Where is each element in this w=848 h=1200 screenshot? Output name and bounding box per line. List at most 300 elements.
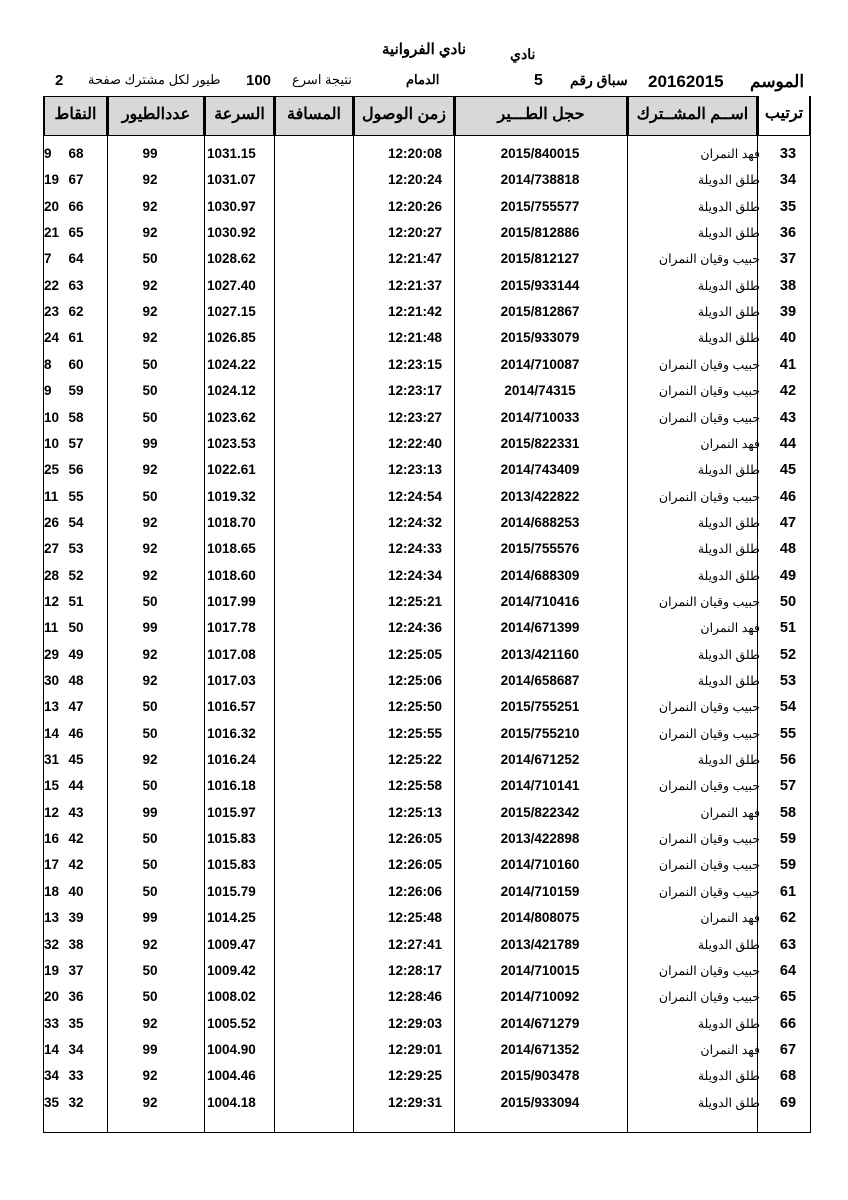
cell-rank: 43 [779,409,797,426]
season-value: 20162015 [648,72,724,91]
cell-distance: 10 [44,409,60,425]
cell-distance: 23 [44,304,60,320]
cell-points: 44 [68,778,84,794]
cell-distance: 11 [44,488,59,504]
cell-distance: 20 [44,989,60,1005]
cell-distance: 18 [44,883,60,899]
cell-speed: 1016.24 [207,752,256,768]
cell-name: حبيب وقيان النمران [658,726,760,741]
cell-points: 36 [68,989,84,1005]
table-row [44,721,810,747]
cell-name: فهد النمران [700,621,760,636]
cell-points: 55 [68,488,84,504]
cell-distance: 31 [44,752,60,768]
cell-rank: 33 [779,146,797,162]
cell-time: 12:25:50 [387,699,443,715]
cell-speed: 1015.97 [207,804,256,820]
cell-ring: 2014/710015 [500,962,580,978]
cell-ring: 2015/933144 [500,277,580,293]
cell-distance: 20 [44,198,60,214]
col-header-rank: ترتيب [758,96,810,136]
cell-points: 58 [68,409,84,425]
cell-points: 34 [68,1041,84,1057]
cell-distance: 13 [44,910,60,926]
table-row [44,457,810,483]
cell-speed: 1024.12 [207,383,256,399]
cell-ring: 2014/74315 [504,383,576,399]
table-row [44,325,810,351]
cell-distance: 8 [44,356,52,372]
cell-birds: 50 [142,883,158,899]
table-row [44,826,810,852]
cell-name: طلق الدويلة [697,226,760,241]
cell-time: 12:25:55 [387,725,443,741]
cell-birds: 50 [142,409,158,425]
cell-distance: 21 [44,225,60,241]
cell-speed: 1014.25 [207,910,256,926]
cell-name: فهد النمران [700,436,760,451]
cell-time: 12:25:05 [387,646,443,662]
race-city: الدمام [406,72,440,87]
cell-rank: 61 [779,883,797,900]
cell-points: 37 [68,962,84,978]
cell-ring: 2014/688309 [500,567,580,583]
table-row [44,642,810,668]
cell-ring: 2014/710416 [500,593,580,609]
cell-rank: 59 [779,831,797,848]
cell-name: طلق الدويلة [697,542,760,557]
cell-rank: 66 [779,1015,797,1032]
cell-ring: 2015/755210 [500,725,580,741]
cell-points: 50 [68,620,84,636]
cell-points: 67 [68,172,84,188]
table-row [44,194,810,220]
cell-speed: 1015.79 [207,883,256,899]
cell-name: فهد النمران [700,805,760,820]
cell-rank: 56 [779,752,797,769]
cell-distance: 16 [44,831,60,847]
cell-distance: 9 [44,146,52,161]
cell-time: 12:29:31 [387,1094,443,1110]
cell-birds: 92 [142,304,158,320]
cell-time: 12:20:08 [387,146,443,161]
cell-birds: 99 [142,435,158,451]
cell-birds: 92 [142,752,158,768]
cell-speed: 1027.40 [207,277,256,293]
cell-rank: 68 [779,1068,797,1085]
cell-speed: 1008.02 [207,989,256,1005]
cell-rank: 47 [779,514,797,531]
cell-ring: 2015/822342 [500,804,580,820]
cell-speed: 1031.15 [207,146,256,161]
cell-birds: 92 [142,225,158,241]
cell-birds: 92 [142,936,158,952]
cell-time: 12:28:17 [387,962,443,978]
cell-birds: 99 [142,804,158,820]
cell-ring: 2014/710087 [500,356,580,372]
table-row [44,615,810,641]
cell-time: 12:23:27 [387,409,443,425]
cell-name: طلق الدويلة [697,199,760,214]
table-row [44,484,810,510]
season-label: الموسم [750,72,805,91]
cell-ring: 2014/710092 [500,989,580,1005]
cell-time: 12:25:21 [387,593,443,609]
table-row [44,1063,810,1089]
cell-ring: 2015/933094 [500,1094,580,1110]
cell-name: حبيب وقيان النمران [658,858,760,873]
birds-label: طيور لكل مشترك صفحة [88,72,221,87]
cell-rank: 65 [779,989,797,1006]
cell-birds: 92 [142,646,158,662]
table-row [44,220,810,246]
race-label: سباق رقم [570,72,628,88]
cell-distance: 12 [44,804,60,820]
cell-speed: 1031.07 [207,172,256,188]
cell-time: 12:28:46 [387,989,443,1005]
table-row [44,378,810,404]
cell-speed: 1015.83 [207,857,256,873]
cell-birds: 50 [142,488,158,504]
cell-rank: 38 [779,277,797,294]
cell-birds: 92 [142,1068,158,1084]
cell-speed: 1017.03 [207,673,256,688]
cell-distance: 35 [44,1094,60,1110]
cell-distance: 24 [44,330,60,346]
cell-points: 38 [68,936,84,952]
cell-rank: 54 [779,699,797,716]
cell-speed: 1027.15 [207,304,256,320]
results-table [43,96,811,1133]
cell-ring: 2014/710160 [500,857,580,873]
table-row [44,431,810,457]
cell-time: 12:24:34 [387,567,443,583]
table-row [44,563,810,589]
cell-distance: 25 [44,462,60,478]
cell-distance: 11 [44,620,59,636]
cell-time: 12:20:27 [387,225,443,241]
cell-birds: 92 [142,330,158,346]
cell-ring: 2015/755576 [500,541,580,557]
cell-ring: 2014/738818 [500,172,580,188]
cell-rank: 41 [779,356,797,373]
cell-name: طلق الدويلة [697,173,760,188]
cell-time: 12:29:01 [387,1041,443,1057]
cell-points: 61 [68,330,84,346]
race-number: 5 [534,72,543,89]
cell-rank: 46 [779,488,797,505]
cell-distance: 9 [44,383,52,399]
cell-name: طلق الدويلة [697,1095,760,1110]
cell-time: 12:21:37 [387,277,443,293]
cell-rank: 63 [779,936,797,953]
table-header [44,96,810,136]
cell-distance: 29 [44,646,60,662]
cell-points: 40 [68,883,84,899]
cell-ring: 2015/933079 [500,330,580,346]
cell-speed: 1022.61 [207,462,256,478]
table-row [44,932,810,958]
cell-rank: 42 [779,383,797,400]
cell-name: حبيب وقيان النمران [658,489,760,504]
cell-ring: 2014/671252 [500,752,580,768]
cell-speed: 1023.62 [207,409,256,425]
cell-rank: 55 [779,725,797,742]
cell-ring: 2014/710141 [500,778,580,794]
cell-speed: 1017.99 [207,593,256,609]
cell-speed: 1004.18 [207,1094,256,1110]
col-header-name: اســم المشــترك [628,96,757,136]
cell-points: 54 [68,514,84,530]
cell-distance: 19 [44,172,60,188]
cell-rank: 49 [779,567,797,584]
cell-ring: 2013/422898 [500,831,580,847]
cell-birds: 92 [142,277,158,293]
col-header-ring: حجل الطـــير [455,96,627,136]
cell-ring: 2014/671279 [500,1015,580,1031]
cell-name: طلق الدويلة [697,647,760,662]
cell-ring: 2015/812867 [500,304,580,320]
cell-ring: 2015/822331 [500,435,580,451]
table-row [44,984,810,1010]
cell-time: 12:25:13 [387,804,443,820]
cell-rank: 34 [779,172,797,189]
cell-points: 47 [68,699,84,715]
cell-time: 12:25:06 [387,673,443,688]
cell-time: 12:26:05 [387,857,443,873]
cell-speed: 1018.65 [207,541,256,557]
cell-rank: 36 [779,225,797,242]
cell-time: 12:21:47 [387,251,443,267]
cell-speed: 1016.32 [207,725,256,741]
table-row [44,405,810,431]
cell-rank: 69 [779,1094,797,1111]
cell-speed: 1004.46 [207,1068,256,1084]
cell-distance: 30 [44,673,60,688]
cell-birds: 50 [142,989,158,1005]
cell-time: 12:20:26 [387,198,443,214]
cell-speed: 1018.70 [207,514,256,530]
cell-speed: 1004.90 [207,1041,256,1057]
cell-birds: 92 [142,198,158,214]
cell-name: حبيب وقيان النمران [658,963,760,978]
table-row [44,800,810,826]
cell-time: 12:26:05 [387,831,443,847]
cell-distance: 10 [44,435,60,451]
col-header-speed: السرعة [205,96,274,136]
table-row [44,299,810,325]
table-row [44,1037,810,1063]
cell-rank: 52 [779,646,797,663]
cell-points: 57 [68,435,84,451]
cell-birds: 50 [142,593,158,609]
cell-name: حبيب وقيان النمران [658,252,760,267]
cell-speed: 1023.53 [207,435,256,451]
cell-time: 12:20:24 [387,172,443,188]
cell-birds: 50 [142,857,158,873]
table-row [44,668,810,694]
cell-distance: 14 [44,1041,60,1057]
cell-ring: 2014/671352 [500,1041,580,1057]
cell-name: طلق الدويلة [697,278,760,293]
cell-time: 12:24:32 [387,514,443,530]
col-header-time: زمن الوصول [354,96,454,136]
cell-distance: 7 [44,251,52,267]
cell-birds: 50 [142,383,158,399]
table-row [44,905,810,931]
cell-points: 68 [68,146,84,161]
cell-birds: 92 [142,1094,158,1110]
cell-rank: 45 [779,462,797,479]
cell-points: 63 [68,277,84,293]
cell-distance: 13 [44,699,60,715]
table-row [44,1011,810,1037]
cell-time: 12:21:48 [387,330,443,346]
cell-name: فهد النمران [700,1042,760,1057]
cell-ring: 2015/755577 [500,198,580,214]
cell-rank: 50 [779,593,797,610]
cell-birds: 99 [142,910,158,926]
table-row [44,167,810,193]
cell-rank: 57 [779,778,797,795]
cell-time: 12:24:36 [387,620,443,636]
cell-rank: 37 [779,251,797,268]
cell-birds: 92 [142,1015,158,1031]
cell-name: حبيب وقيان النمران [658,384,760,399]
cell-rank: 62 [779,910,797,927]
cell-name: حبيب وقيان النمران [658,700,760,715]
cell-ring: 2014/688253 [500,514,580,530]
cell-rank: 48 [779,541,797,558]
cell-points: 42 [68,857,84,873]
cell-distance: 32 [44,936,60,952]
cell-ring: 2014/743409 [500,462,580,478]
cell-points: 64 [68,251,84,267]
table-row [44,536,810,562]
cell-points: 45 [68,752,84,768]
cell-name: حبيب وقيان النمران [658,779,760,794]
cell-name: طلق الدويلة [697,331,760,346]
table-row [44,879,810,905]
cell-distance: 14 [44,725,60,741]
cell-points: 52 [68,567,84,583]
cell-birds: 99 [142,620,158,636]
cell-rank: 58 [779,804,797,821]
col-header-distance: المسافة [275,96,353,136]
cell-birds: 92 [142,673,158,688]
cell-ring: 2015/812127 [500,251,580,267]
cell-points: 32 [68,1094,84,1110]
cell-points: 56 [68,462,84,478]
table-row [44,141,810,167]
cell-time: 12:29:25 [387,1068,443,1084]
cell-speed: 1030.97 [207,198,256,214]
cell-speed: 1026.85 [207,330,256,346]
cell-rank: 40 [779,330,797,347]
cell-ring: 2014/658687 [500,673,580,688]
cell-time: 12:23:15 [387,356,443,372]
cell-speed: 1028.62 [207,251,256,267]
cell-speed: 1017.78 [207,620,256,636]
cell-speed: 1009.47 [207,936,256,952]
cell-distance: 26 [44,514,60,530]
cell-ring: 2014/671399 [500,620,580,636]
table-row [44,352,810,378]
cell-distance: 15 [44,778,60,794]
table-row [44,510,810,536]
cell-time: 12:22:40 [387,435,443,451]
cell-time: 12:24:33 [387,541,443,557]
cell-rank: 51 [779,620,797,637]
cell-points: 42 [68,831,84,847]
cell-ring: 2015/812886 [500,225,580,241]
cell-distance: 27 [44,541,60,557]
table-row [44,747,810,773]
cell-ring: 2015/840015 [500,146,580,161]
cell-distance: 19 [44,962,60,978]
club-title: نادي الفروانية [382,41,467,58]
cell-rank: 35 [779,198,797,215]
cell-points: 43 [68,804,84,820]
cell-speed: 1030.92 [207,225,256,241]
table-row [44,852,810,878]
cell-speed: 1018.60 [207,567,256,583]
cell-points: 46 [68,725,84,741]
cell-distance: 22 [44,277,60,293]
cell-name: طلق الدويلة [697,753,760,768]
cell-distance: 33 [44,1015,60,1031]
cell-birds: 92 [142,541,158,557]
cell-points: 60 [68,356,84,372]
cell-ring: 2014/710159 [500,883,580,899]
cell-time: 12:23:13 [387,462,443,478]
cell-birds: 92 [142,172,158,188]
table-row [44,1090,810,1116]
cell-points: 53 [68,541,84,557]
cell-ring: 2015/755251 [500,699,580,715]
cell-points: 51 [68,593,84,609]
cell-rank: 67 [779,1041,797,1058]
cell-distance: 17 [44,857,60,873]
cell-time: 12:23:17 [387,383,443,399]
cell-time: 12:21:42 [387,304,443,320]
cell-ring: 2014/710033 [500,409,580,425]
cell-points: 35 [68,1015,84,1031]
cell-speed: 1016.57 [207,699,256,715]
cell-ring: 2014/808075 [500,910,580,926]
cell-name: حبيب وقيان النمران [658,884,760,899]
cell-rank: 53 [779,673,797,689]
cell-points: 39 [68,910,84,926]
cell-points: 59 [68,383,84,399]
cell-distance: 28 [44,567,60,583]
cell-name: طلق الدويلة [697,463,760,478]
cell-name: طلق الدويلة [697,674,760,688]
cell-speed: 1024.22 [207,356,256,372]
cell-ring: 2013/421160 [500,646,580,662]
cell-birds: 50 [142,251,158,267]
cell-rank: 44 [779,435,797,452]
cell-birds: 92 [142,514,158,530]
cell-name: طلق الدويلة [697,515,760,530]
cell-distance: 12 [44,593,60,609]
cell-birds: 50 [142,725,158,741]
cell-time: 12:25:58 [387,778,443,794]
table-row [44,273,810,299]
cell-time: 12:26:06 [387,883,443,899]
col-header-points: النقاط [44,96,107,136]
cell-name: طلق الدويلة [697,1069,760,1084]
